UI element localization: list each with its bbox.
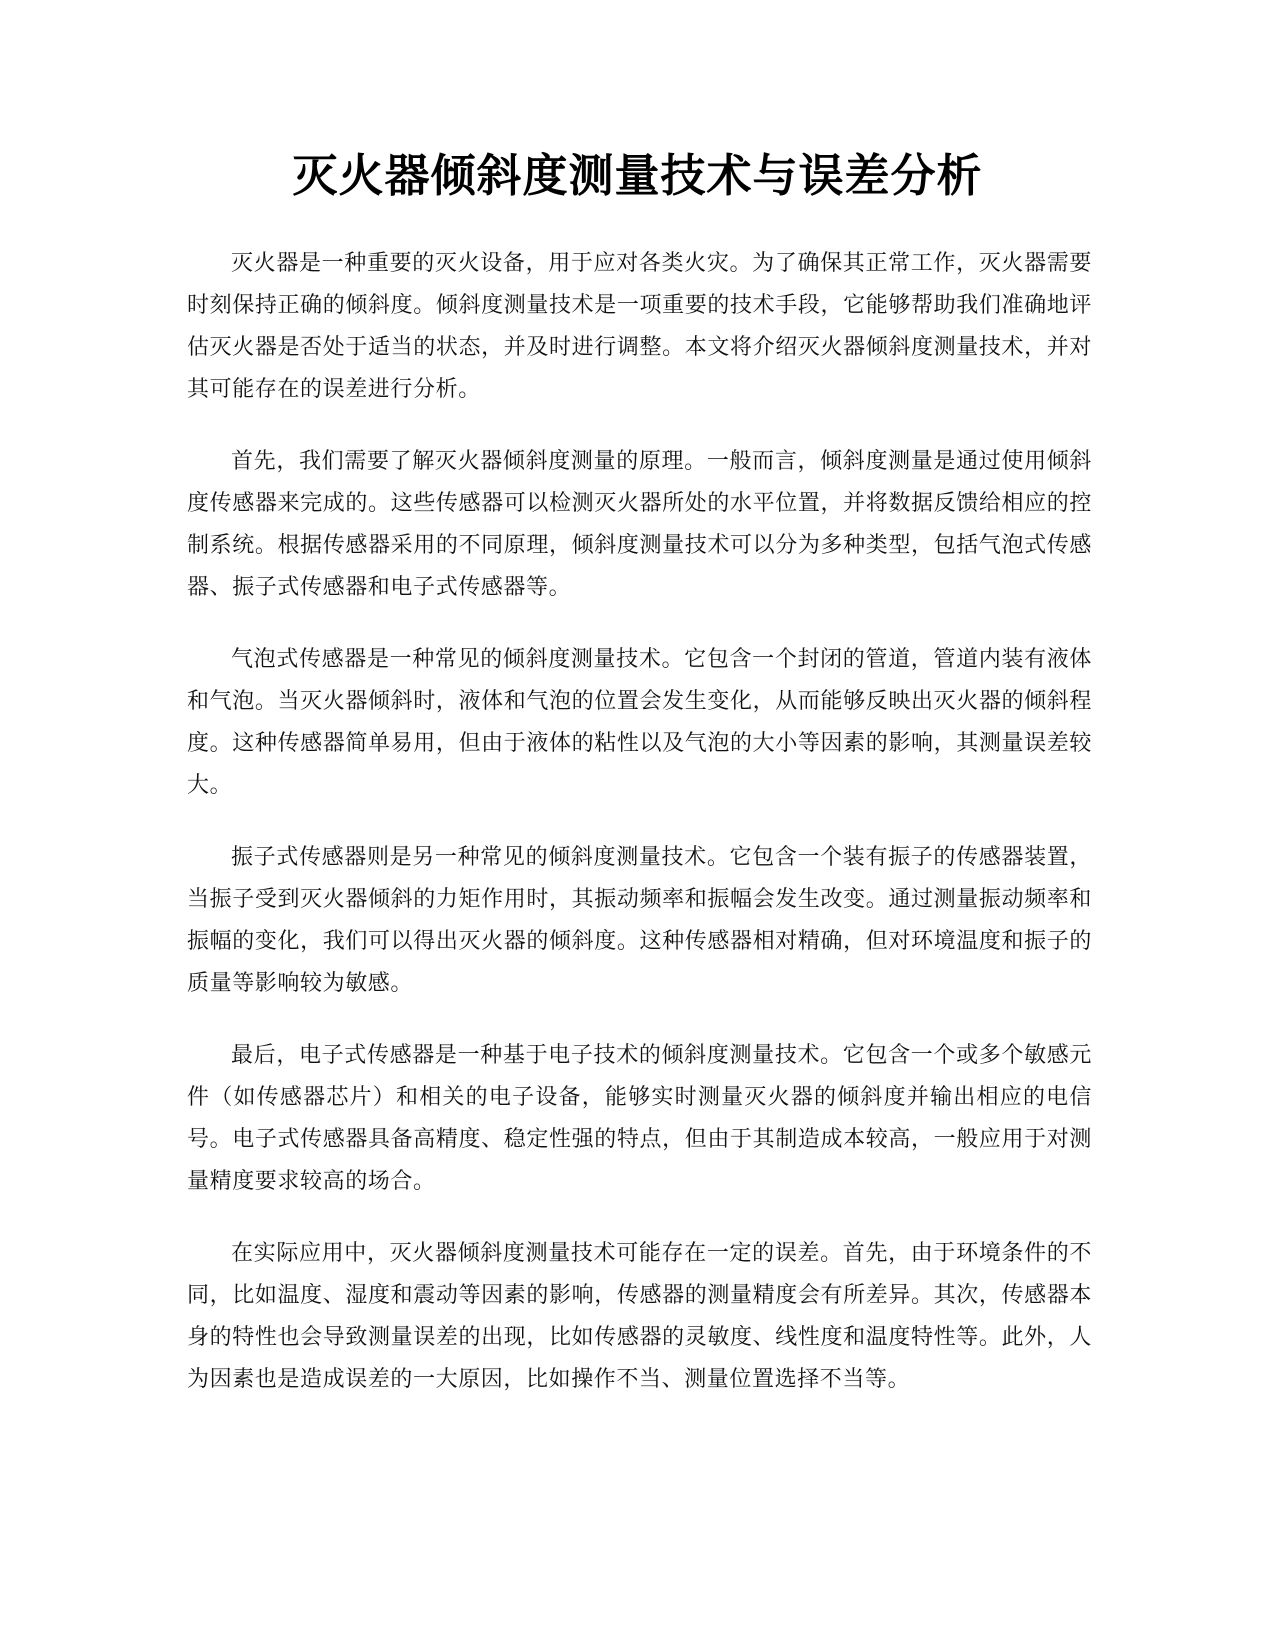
paragraph-intro: 灭火器是一种重要的灭火设备，用于应对各类火灾。为了确保其正常工作，灭火器需要时刻保持正确的倾斜度。倾斜度测量技术是一项重要的技术手段，它能够帮助我们准确地评估灭火器是否处于适当的状态，并及时进行调整。本文将介绍灭火器倾斜度测量技术，并对其可能存在的误差进行分析。 <box>187 251 1092 402</box>
paragraph-vibrator-sensor: 振子式传感器则是另一种常见的倾斜度测量技术。它包含一个装有振子的传感器装置，当振子受到灭火器倾斜的力矩作用时，其振动频率和振幅会发生改变。通过测量振动频率和振幅的变化，我们可以得出灭火器的倾斜度。这种传感器相对精确，但对环境温度和振子的质量等影响较为敏感。 <box>187 845 1092 996</box>
paragraph-bubble-sensor: 气泡式传感器是一种常见的倾斜度测量技术。它包含一个封闭的管道，管道内装有液体和气泡。当灭火器倾斜时，液体和气泡的位置会发生变化，从而能够反映出灭火器的倾斜程度。这种传感器简单易用，但由于液体的粘性以及气泡的大小等因素的影响，其测量误差较大。 <box>187 647 1092 798</box>
paragraph-error-analysis: 在实际应用中，灭火器倾斜度测量技术可能存在一定的误差。首先，由于环境条件的不同，比如温度、湿度和震动等因素的影响，传感器的测量精度会有所差异。其次，传感器本身的特性也会导致测量误差的出现，比如传感器的灵敏度、线性度和温度特性等。此外，人为因素也是造成误差的一大原因，比如操作不当、测量位置选择不当等。 <box>187 1241 1092 1392</box>
paragraph-electronic-sensor: 最后，电子式传感器是一种基于电子技术的倾斜度测量技术。它包含一个或多个敏感元件（如传感器芯片）和相关的电子设备，能够实时测量灭火器的倾斜度并输出相应的电信号。电子式传感器具备高精度、稳定性强的特点，但由于其制造成本较高，一般应用于对测量精度要求较高的场合。 <box>187 1043 1092 1194</box>
document-body <box>187 243 1092 1431</box>
paragraph-principle: 首先，我们需要了解灭火器倾斜度测量的原理。一般而言，倾斜度测量是通过使用倾斜度传感器来完成的。这些传感器可以检测灭火器所处的水平位置，并将数据反馈给相应的控制系统。根据传感器采用的不同原理，倾斜度测量技术可以分为多种类型，包括气泡式传感器、振子式传感器和电子式传感器等。 <box>187 449 1092 600</box>
document-title: 灭火器倾斜度测量技术与误差分析 <box>292 149 983 202</box>
